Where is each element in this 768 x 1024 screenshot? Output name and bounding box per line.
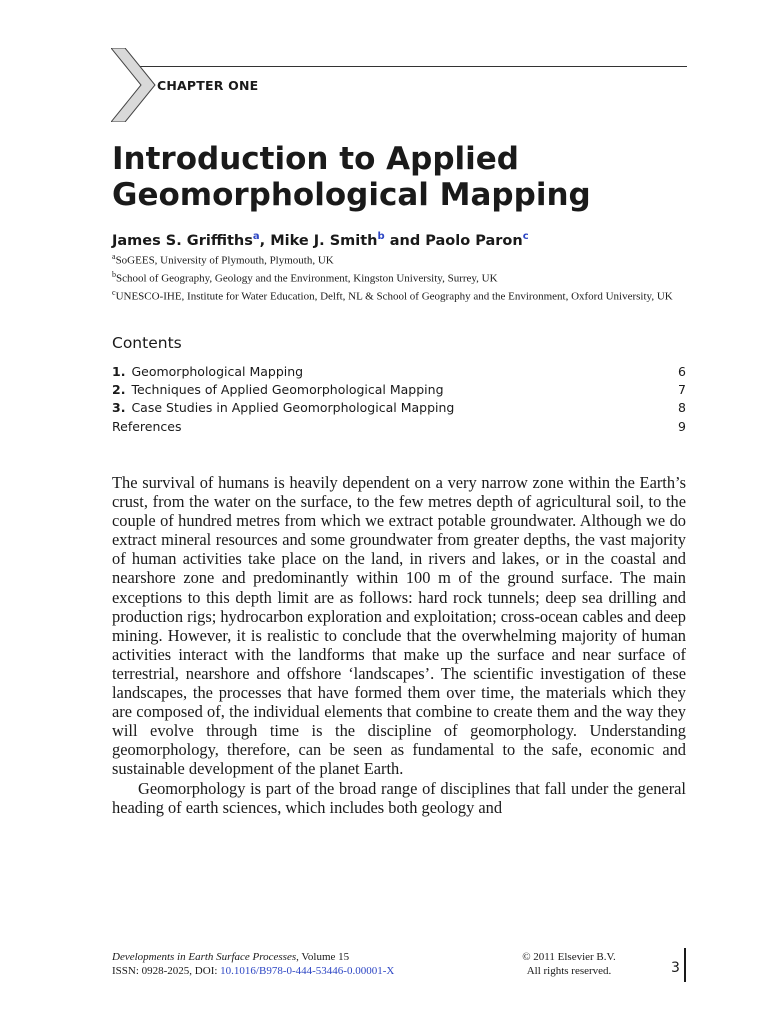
author-name: James S. Griffiths [112,232,253,249]
toc-page: 8 [678,400,686,416]
toc-item[interactable]: 2. Techniques of Applied Geomorphological Mapping 7 [112,381,686,399]
toc-page: 9 [678,418,686,434]
affiliations [112,250,692,304]
affiliation-mark-link[interactable]: a [252,231,260,242]
toc-item[interactable]: 3. Case Studies in Applied Geomorphological Mapping 8 [112,399,686,417]
toc-page: 7 [678,382,686,398]
author-list [112,231,529,249]
affiliation: $^b$School of Geography, Geology and the Environment, Kingston University, Surrey, UK [112,270,498,285]
footer-copyright: © 2011 Elsevier B.V. All rights reserved. [522,951,616,977]
title-line-1: Introduction to Applied [112,141,519,177]
toc-page: 6 [678,364,686,379]
toc-item[interactable]: 1. Geomorphological Mapping 6 [112,363,686,381]
toc-item[interactable]: References 9 [112,418,686,436]
page-number: 3 [671,960,680,976]
chapter-rule [132,66,687,67]
doi-link[interactable]: 10.1016/B978-0-444-53446-0.00001-X [220,965,395,977]
table-of-contents [112,363,686,436]
affiliation: $^a$SoGEES, University of Plymouth, Plymouth, UK [112,252,334,267]
author-separator: and [389,232,421,249]
author-separator: , [259,232,266,249]
affiliation-mark-link[interactable]: c [522,231,529,242]
chapter-chevron-icon [111,48,161,122]
page-number-bar [684,948,686,982]
author-name: Paolo Paron [425,232,523,249]
body-text [112,473,686,817]
chapter-label: CHAPTER ONE [157,78,259,93]
chapter-title [112,141,712,213]
series-title: Developments in Earth Surface Processes [112,951,297,963]
paragraph: Geomorphology is part of the broad range of disciplines that fall under the general heading of earth sciences, which includes both geology and [112,778,686,817]
contents-heading: Contents [112,334,182,352]
author-name: Mike J. Smith [270,232,378,249]
affiliation: $^c$UNESCO-IHE, Institute for Water Education, Delft, NL & School of Geography and the Environment, Oxford University, UK [112,288,673,303]
affiliation-mark-link[interactable]: b [377,231,385,242]
title-line-2: Geomorphological Mapping [112,177,591,213]
footer-citation: Developments in Earth Surface Processes, Volume 15 ISSN: 0928-2025, DOI: 10.1016/B978-0-444-53446-0.00001-X [112,951,395,977]
paragraph: The survival of humans is heavily dependent on a very narrow zone within the Earth’s crust, from the water on the surface, to the few metres depth of agricultural soil, to the couple of hundred metres from which we extract potable groundwater. Although we do extract mineral resources and some groundwater from greater depths, the vast majority of human activities take place on the land, in rivers and lakes, or in the coastal and nearshore zone and predominantly within 100 m of the ground surface. The main exceptions to this depth limit are as follows: hard rock tunnels; deep sea drilling and production rigs; hydrocarbon exploration and exploitation; cross-ocean cables and deep mining. However, it is realistic to conclude that the overwhelming majority of human activities interact with the landforms that make up the surface and near surface of terrestrial, nearshore and offshore ‘landscapes’. The scientific investigation of these landscapes, the processes that have formed them over time, the materials which they are composed of, the individual elements that combine to create them and the way they will evolve through time is the discipline of geomorphology. Understanding geomorphology, therefore, can be seen as fundamental to the safe, economic and sustainable development of the planet Earth. [112,473,686,779]
